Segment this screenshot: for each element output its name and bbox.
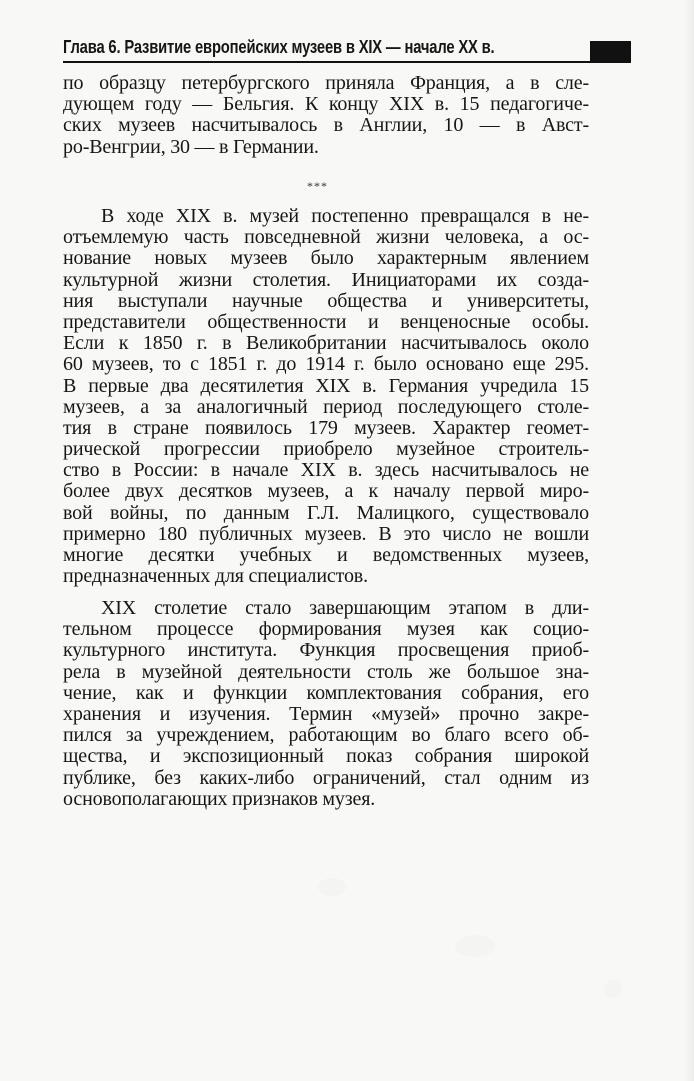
text-line: публике, без каких-либо ограничений, стал одним из xyxy=(63,766,589,789)
text-line: ских музеев насчитывалось в Англии, 10 — в Авст- xyxy=(63,114,589,137)
text-line: примерно 180 публичных музеев. В это число не вошли xyxy=(63,522,589,545)
text-line: чение, как и функции комплектования собрания, его xyxy=(63,681,589,704)
text-line: пился за учреждением, работающим во благо всего об- xyxy=(63,724,589,747)
text-line: хранения и изучения. Термин «музей» прочно закре- xyxy=(63,702,589,725)
chapter-header-title: Глава 6. Развитие европейских музеев в XIX — начале XX в. xyxy=(63,37,495,57)
text-line: тельном процессе формирования музея как социо- xyxy=(63,618,589,641)
text-line: рической прогрессии приобрело музейное строитель- xyxy=(63,438,589,461)
text-line: Если к 1850 г. в Великобритании насчитывалось около xyxy=(63,332,589,355)
text-line: В первые два десятилетия XIX в. Германия учредила 15 xyxy=(63,374,589,397)
text-line: рела в музейной деятельности столь же большое зна- xyxy=(63,660,589,683)
text-line: вой войны, по данным Г.Л. Малицкого, существовало xyxy=(63,501,589,524)
text-line: щества, и экспозиционный показ собрания широкой xyxy=(63,745,589,768)
text-line: культурной жизни столетия. Инициаторами их созда- xyxy=(63,268,589,291)
text-line: предназначенных для специалистов. xyxy=(63,565,368,588)
text-line: музеев, а за аналогичный период последующего столе- xyxy=(63,395,589,418)
text-line: многие десятки учебных и ведомственных музеев, xyxy=(63,544,589,566)
text-line: основополагающих признаков музея. xyxy=(63,787,376,810)
header-black-tab xyxy=(590,41,631,62)
text-line: 60 музеев, то с 1851 г. до 1914 г. было основано еще 295. xyxy=(63,353,589,376)
text-line: XIX столетие стало завершающим этапом в дли- xyxy=(101,597,589,619)
text-line: ство в России: в начале XIX в. здесь насчитывалось не xyxy=(63,459,589,482)
text-line: дующем году — Бельгия. К концу XIX в. 15 педагогиче- xyxy=(63,93,589,116)
text-line: тия в стране появилось 179 музеев. Характер геомет- xyxy=(63,416,589,439)
text-line: ро-Венгрии, 30 — в Германии. xyxy=(63,135,319,158)
text-line: более двух десятков музеев, а к началу первой миро- xyxy=(63,480,589,503)
text-line: В ходе XIX в. музей постепенно превращался в не- xyxy=(101,205,589,227)
paragraph-continuation xyxy=(63,73,589,158)
text-line: культурного института. Функция просвещения приоб- xyxy=(63,639,589,662)
paper-texture-spot xyxy=(455,935,495,957)
paragraph-museum-growth xyxy=(63,206,589,587)
paper-texture-spot xyxy=(318,878,346,896)
running-header xyxy=(63,36,631,64)
page-edge-shadow xyxy=(684,0,694,1081)
header-rule xyxy=(63,61,631,63)
paper-texture-spot xyxy=(604,980,622,998)
text-line: нование новых музеев было характерным явлением xyxy=(63,247,589,270)
text-line: представители общественности и венценосные особы. xyxy=(63,310,589,333)
text-line: ния выступали научные общества и университеты, xyxy=(63,289,589,312)
text-line: отъемлемую часть повседневной жизни человека, а ос- xyxy=(63,226,589,249)
paragraph-nineteenth-century xyxy=(63,598,589,810)
section-separator: *** xyxy=(307,179,328,193)
text-line: по образцу петербургского приняла Франция, а в сле- xyxy=(63,72,589,94)
